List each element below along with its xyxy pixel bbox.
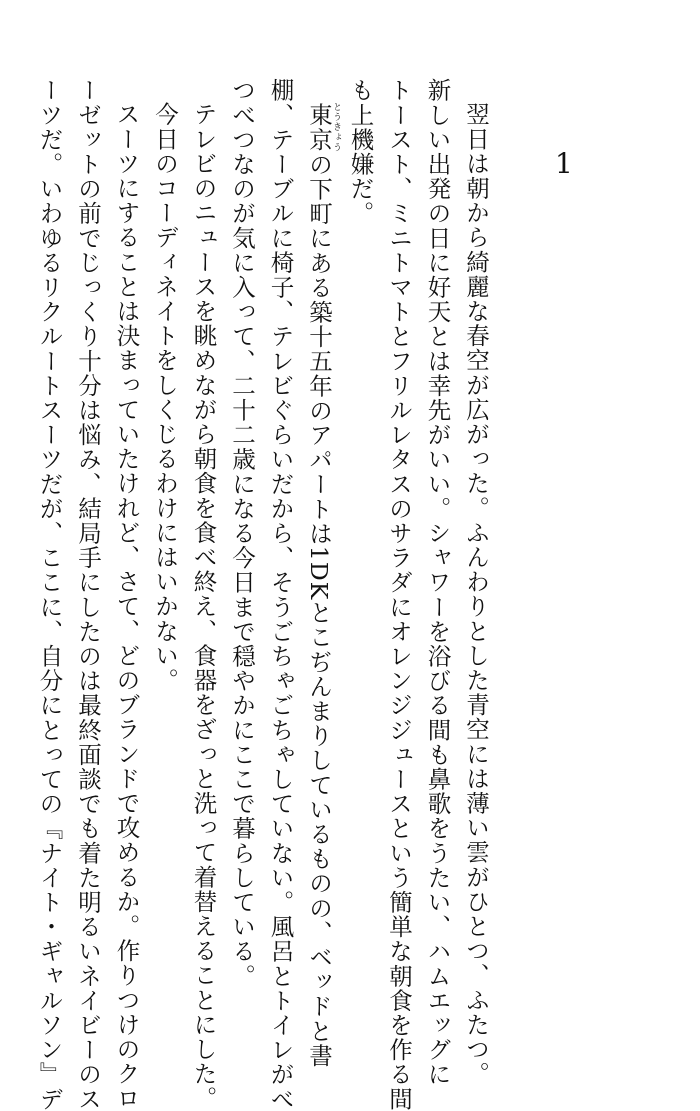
body-text: [30, 78, 495, 1111]
ruby-reading: とうきょう: [331, 101, 341, 152]
ruby-tokyo: [305, 101, 341, 152]
text-line-8: テレビのニュースを眺めながら朝食を食べ終え、食器をざっと洗って着替えることにした。: [189, 101, 218, 1111]
text-line-12: ーツだ。いわゆるリクルートスーツだが、ここに、自分にとっての『ナイト・ギャルソン』デ: [35, 78, 64, 1111]
chapter-number: 1: [555, 147, 573, 180]
ruby-base: 東京: [305, 101, 333, 152]
text-line-5-rest: の下町にある築十五年のアパートは1DKとこぢんまりしているものの、ベッドと書: [305, 151, 333, 1068]
text-line-3: トースト、ミニトマトとフリルレタスのサラダにオレンジジュースという簡単な朝食を作る間: [385, 78, 413, 1111]
text-line-1: 翌日は朝から綺麗な春空が広がった。ふんわりとした青空には薄い雲がひとつ、ふたつ。: [462, 101, 490, 1086]
text-line-9: 今日のコーディネイトをしくじるわけにはいかない。: [151, 101, 179, 692]
text-line-6: 棚、テーブルに椅子、テレビぐらいだから、そうごちゃごちゃしていない。風呂とトイレがべ: [266, 78, 295, 1111]
text-line-10: スーツにすることは決まっていたけれど、さて、どのブランドで攻めるか。作りつけのクロ: [112, 101, 141, 1111]
text-line-4: も上機嫌だ。: [346, 78, 375, 226]
text-line-7: つべつなのが気に入って、二十二歳になる今日まで穏やかにここで暮らしている。: [228, 78, 256, 989]
text-line-11: ーゼットの前でじっくり十分は悩み、結局手にしたのは最終面談でも着た明るいネイビーのス: [74, 78, 102, 1111]
text-line-2: 新しい出発の日に好天とは幸先がいい。シャワーを浴びる間も鼻歌をうたい、ハムエッグに: [423, 78, 452, 1087]
text-line-5: [300, 78, 342, 1068]
